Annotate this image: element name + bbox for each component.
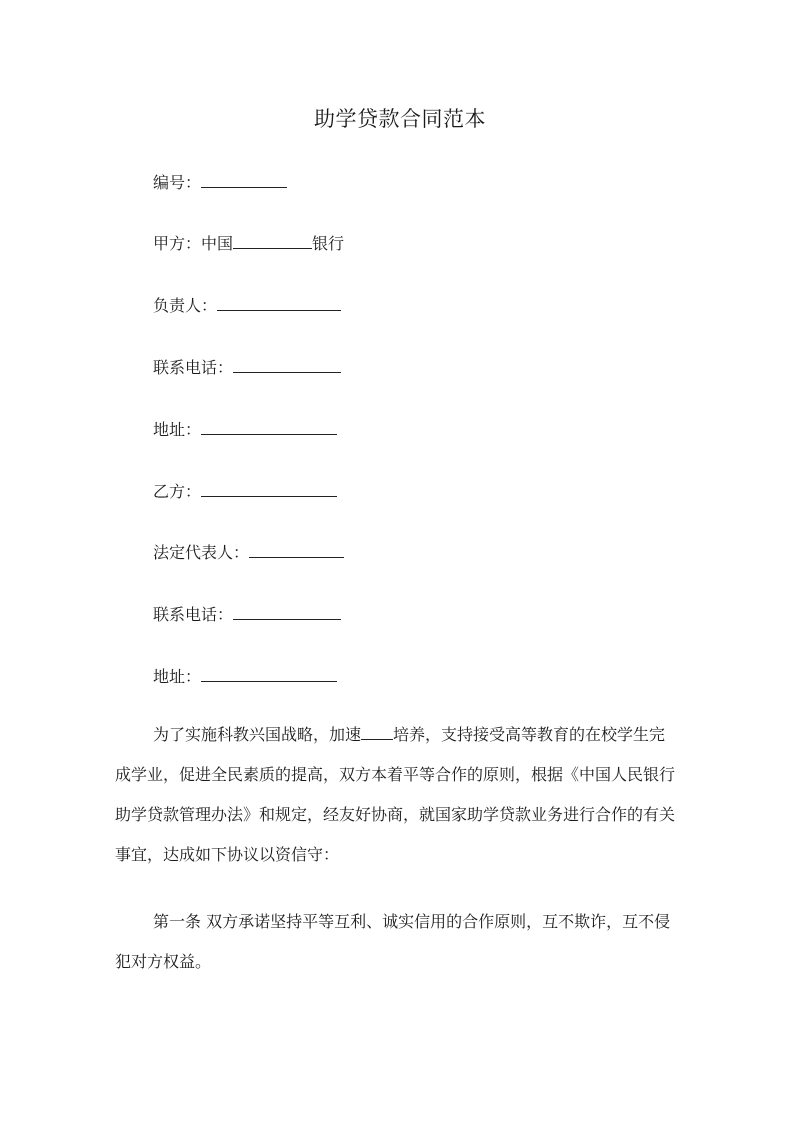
number-label: 编号： [153,173,202,192]
intro-line-1-part-2: 培养，支持接受高等教育的在校学生完 [393,725,666,744]
article-1-line-1: 第一条 双方承诺坚持平等互利、诚实信用的合作原则，互不欺诈，互不侵 [153,912,671,931]
intro-line-4: 事宜，达成如下协议以资信守： [115,845,340,864]
legal-rep-field [153,541,344,564]
number-blank [201,171,287,188]
article-1-line-2: 犯对方权益。 [115,952,212,971]
address-b-field [153,665,337,688]
intro-line-3: 助学贷款管理办法》和规定，经友好协商，就国家助学贷款业务进行合作的有关 [115,805,676,824]
address-a-blank [201,418,337,435]
number-field [153,171,287,194]
phone-b-field [153,603,341,626]
responsible-blank [217,294,341,311]
address-a-label: 地址： [153,420,202,439]
intro-line-1 [115,715,690,755]
legal-rep-blank [249,541,344,558]
intro-inline-blank [361,723,393,740]
party-a-prefix: 甲方：中国 [153,234,234,253]
article-1-paragraph [115,902,690,982]
party-b-label: 乙方： [153,482,202,501]
phone-a-blank [233,356,341,373]
party-a-suffix: 银行 [312,234,345,253]
intro-paragraph [115,715,690,875]
intro-line-1-part-1: 为了实施科教兴国战略，加速 [153,725,362,744]
phone-a-field [153,356,341,379]
party-b-field [153,480,337,503]
phone-b-label: 联系电话： [153,605,234,624]
party-a-field [153,232,344,255]
phone-b-blank [233,603,341,620]
party-a-blank [233,232,312,249]
responsible-label: 负责人： [153,296,218,315]
phone-a-label: 联系电话： [153,358,234,377]
address-b-blank [201,665,337,682]
party-b-blank [201,480,337,497]
address-b-label: 地址： [153,667,202,686]
document-title: 助学贷款合同范本 [314,107,486,131]
responsible-field [153,294,341,317]
intro-line-2: 成学业，促进全民素质的提高，双方本着平等合作的原则，根据《中国人民银行 [115,765,676,784]
legal-rep-label: 法定代表人： [153,543,250,562]
address-a-field [153,418,337,441]
